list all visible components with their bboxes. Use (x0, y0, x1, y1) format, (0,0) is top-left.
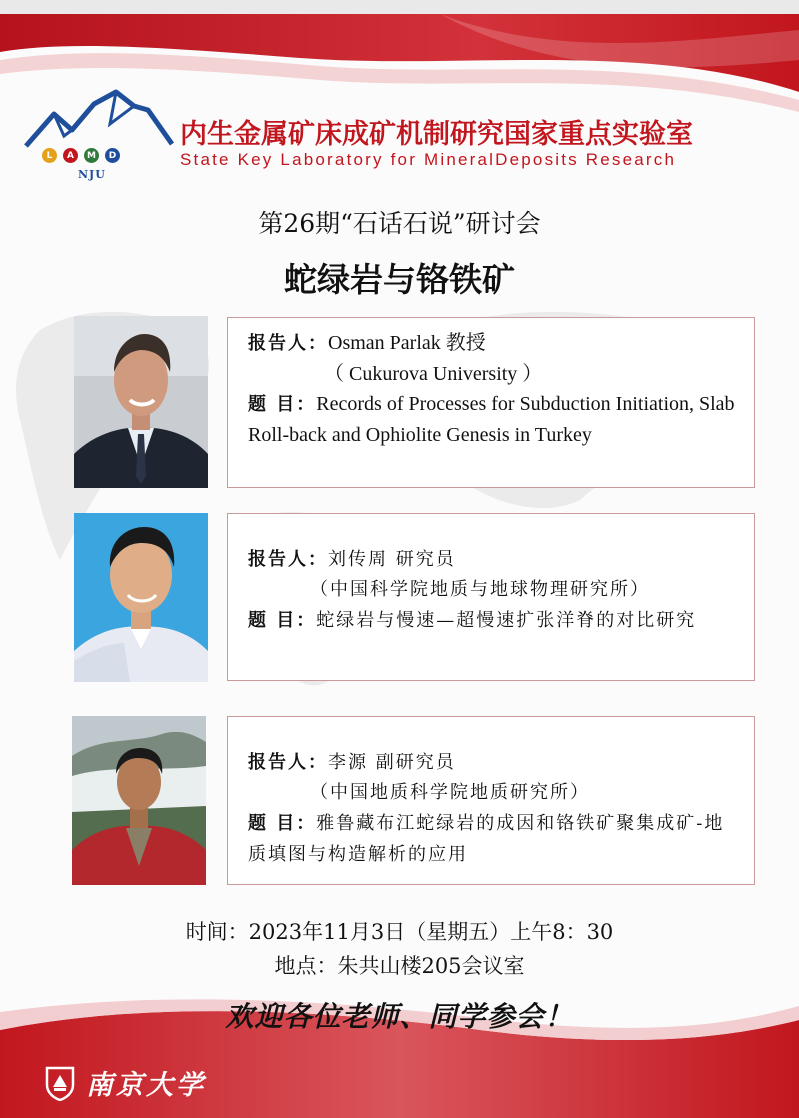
speaker-affiliation: （ Cukurova University ） (324, 363, 543, 385)
talk-title: 雅鲁藏布江蛇绿岩的成因和铬铁矿聚集成矿-地质填图与构造解析的应用 (248, 813, 725, 865)
speaker-name: Osman Parlak 教授 (328, 332, 486, 354)
lamd-logo-letters (42, 148, 120, 163)
speaker-photo-1 (74, 316, 208, 488)
university-name: 南京大学 (86, 1070, 206, 1101)
event-time: 时间：2023年11月3日（星期五）上午8：30 (185, 920, 614, 944)
talk-title-line (248, 605, 742, 636)
talk-title: 蛇绿岩与慢速—超慢速扩张洋脊的对比研究 (316, 610, 697, 631)
speaker-card-2 (227, 513, 755, 681)
logo-letter-a: A (63, 148, 78, 163)
speaker-affiliation: （中国科学院地质与地球物理研究所） (310, 579, 650, 600)
university-mark (44, 1063, 206, 1102)
speaker-line (248, 544, 742, 575)
speaker-name: 李源 副研究员 (328, 752, 456, 773)
speaker-line (248, 747, 742, 778)
lab-name-en: State Key Laboratory for MineralDeposits Research (180, 150, 677, 169)
welcome-message: 欢迎各位老师、同学参会！ (225, 1000, 574, 1033)
talk-title: Records of Processes for Subduction Initiation, Slab Roll-back and Ophiolite Genesis in Turkey (248, 393, 735, 446)
title-label: 题 目： (248, 610, 317, 631)
lab-name-cn: 内生金属矿床成矿机制研究国家重点实验室 (180, 119, 693, 150)
speaker-label: 报告人： (248, 333, 328, 354)
speaker-card-3 (227, 716, 755, 885)
speaker-photo-3 (72, 716, 206, 885)
event-place: 地点：朱共山楼205会议室 (274, 954, 525, 978)
logo-nju-text: NJU (78, 168, 106, 181)
talk-title-line (248, 808, 742, 870)
seminar-issue-title: 第26期“石话石说”研讨会 (258, 209, 541, 238)
talk-title-line (248, 389, 742, 450)
title-label: 题 目： (248, 394, 317, 415)
speaker-card-1 (227, 317, 755, 488)
speaker-affiliation: （中国地质科学院地质研究所） (310, 782, 590, 803)
speaker-photo-2 (74, 513, 208, 682)
logo-letter-l: L (42, 148, 57, 163)
speaker-label: 报告人： (248, 549, 328, 570)
university-emblem-icon (44, 1065, 76, 1101)
title-label: 题 目： (248, 813, 317, 834)
logo-letter-m: M (84, 148, 99, 163)
speaker-name: 刘传周 研究员 (328, 549, 456, 570)
seminar-topic: 蛇绿岩与铬铁矿 (284, 260, 515, 299)
logo-letter-d: D (105, 148, 120, 163)
speaker-label: 报告人： (248, 752, 328, 773)
speaker-line (248, 328, 742, 359)
